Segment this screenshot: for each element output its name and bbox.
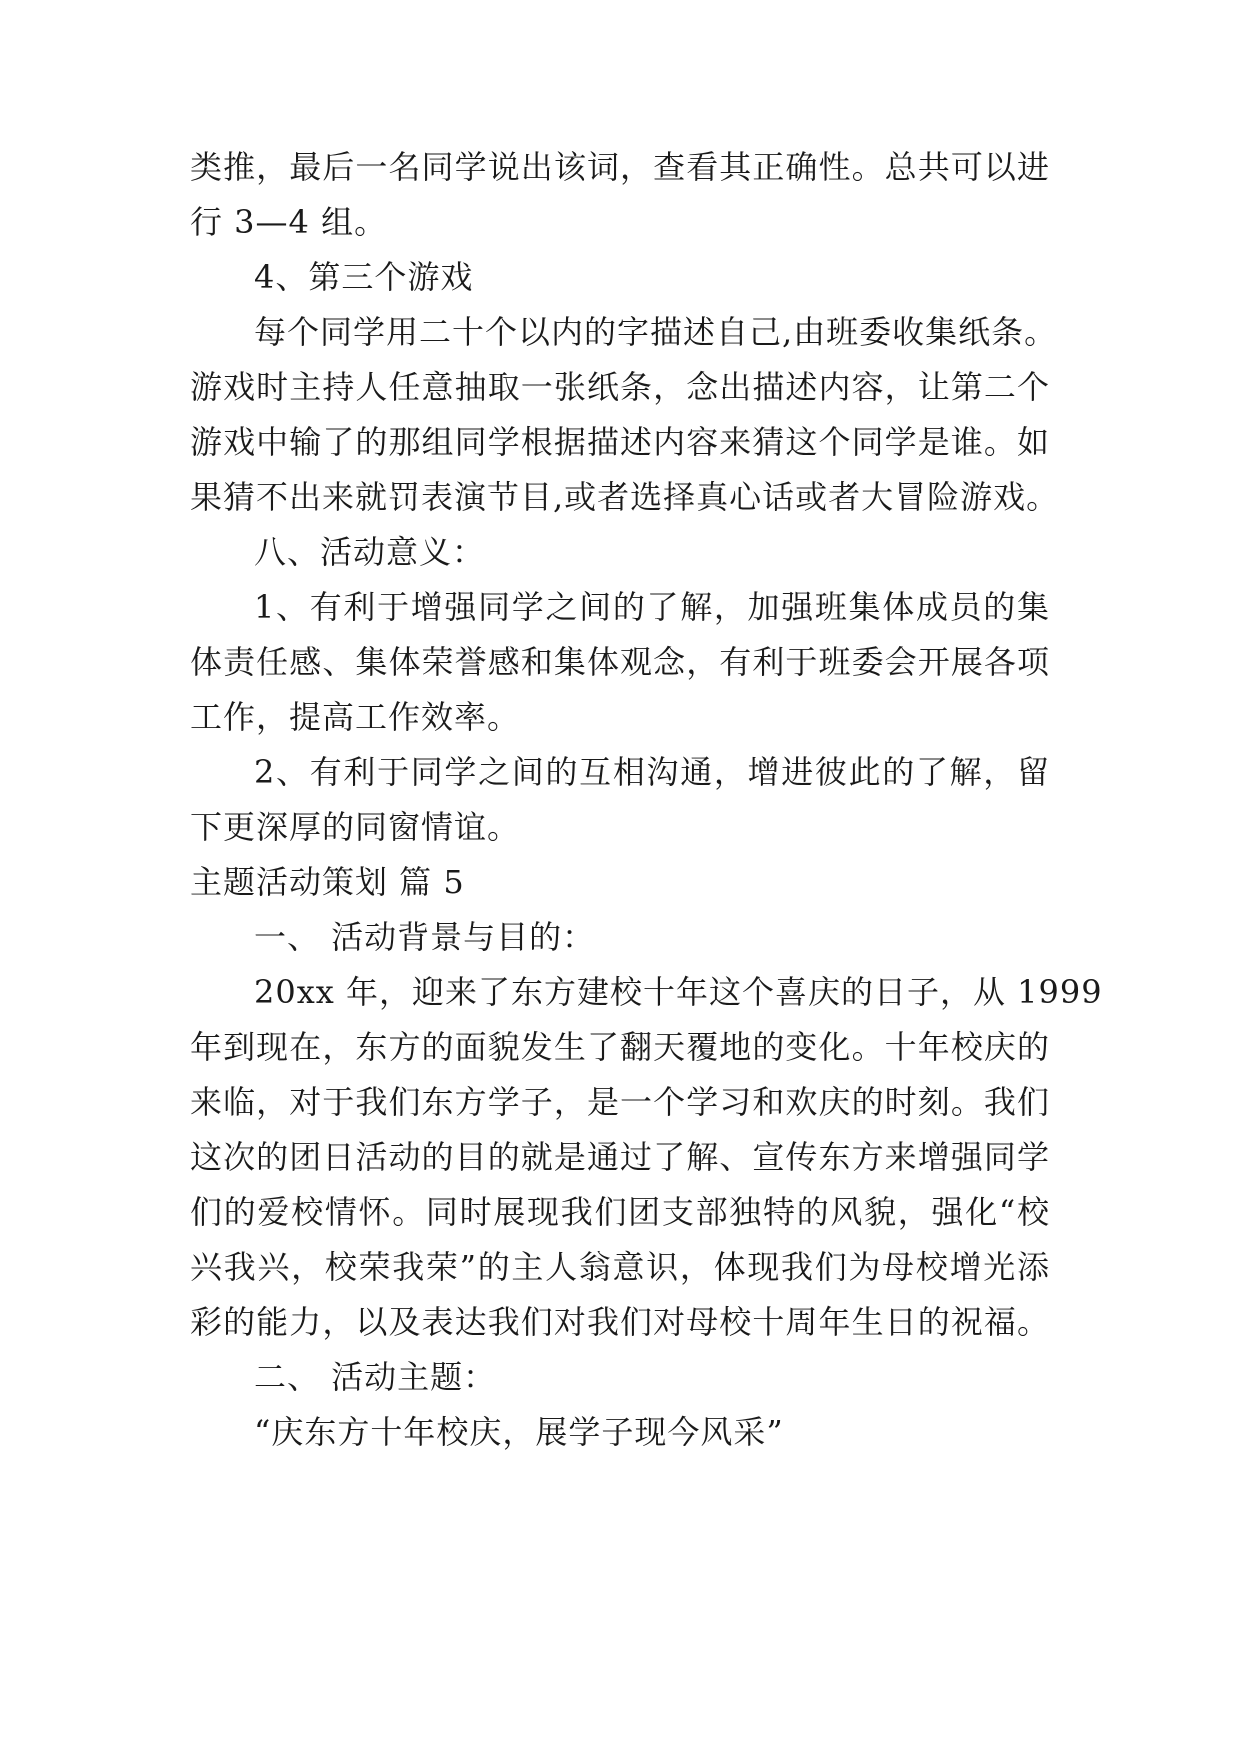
paragraph-line: 工作，提高工作效率。 bbox=[190, 698, 521, 736]
article-title: 主题活动策划 篇 5 bbox=[190, 863, 465, 901]
paragraph-line: 兴我兴，校荣我荣”的主人翁意识，体现我们为母校增光添 bbox=[190, 1248, 1050, 1286]
paragraph-line: 来临，对于我们东方学子，是一个学习和欢庆的时刻。我们 bbox=[190, 1083, 1050, 1121]
paragraph-line: 每个同学用二十个以内的字描述自己,由班委收集纸条。 bbox=[254, 313, 1058, 351]
paragraph-line: 下更深厚的同窗情谊。 bbox=[190, 808, 521, 846]
paragraph-line: 果猜不出来就罚表演节目,或者选择真心话或者大冒险游戏。 bbox=[190, 478, 1060, 516]
paragraph-line: 体责任感、集体荣誉感和集体观念，有利于班委会开展各项 bbox=[190, 643, 1050, 681]
paragraph-line: 类推，最后一名同学说出该词，查看其正确性。总共可以进 bbox=[190, 148, 1050, 186]
paragraph-line: 彩的能力，以及表达我们对我们对母校十周年生日的祝福。 bbox=[190, 1303, 1050, 1341]
paragraph-line: 们的爱校情怀。同时展现我们团支部独特的风貌，强化“校 bbox=[190, 1193, 1050, 1231]
paragraph-line: 年到现在，东方的面貌发生了翻天覆地的变化。十年校庆的 bbox=[190, 1028, 1050, 1066]
paragraph-line: 2、有利于同学之间的互相沟通，增进彼此的了解，留 bbox=[254, 753, 1050, 791]
paragraph-line: 1、有利于增强同学之间的了解，加强班集体成员的集 bbox=[254, 588, 1050, 626]
paragraph-line: 这次的团日活动的目的就是通过了解、宣传东方来增强同学 bbox=[190, 1138, 1050, 1176]
section-heading: 二、 活动主题： bbox=[254, 1358, 497, 1396]
section-heading: 八、活动意义： bbox=[254, 533, 486, 571]
paragraph-line: 行 3—4 组。 bbox=[190, 203, 388, 241]
paragraph-line: 游戏中输了的那组同学根据描述内容来猜这个同学是谁。如 bbox=[190, 423, 1050, 461]
theme-slogan: “庆东方十年校庆，展学子现今风采” bbox=[254, 1413, 784, 1451]
section-heading: 4、第三个游戏 bbox=[254, 258, 474, 296]
paragraph-line: 20xx 年，迎来了东方建校十年这个喜庆的日子，从 1999 bbox=[254, 973, 1103, 1011]
paragraph-line: 游戏时主持人任意抽取一张纸条，念出描述内容，让第二个 bbox=[190, 368, 1050, 406]
section-heading: 一、 活动背景与目的： bbox=[254, 918, 596, 956]
